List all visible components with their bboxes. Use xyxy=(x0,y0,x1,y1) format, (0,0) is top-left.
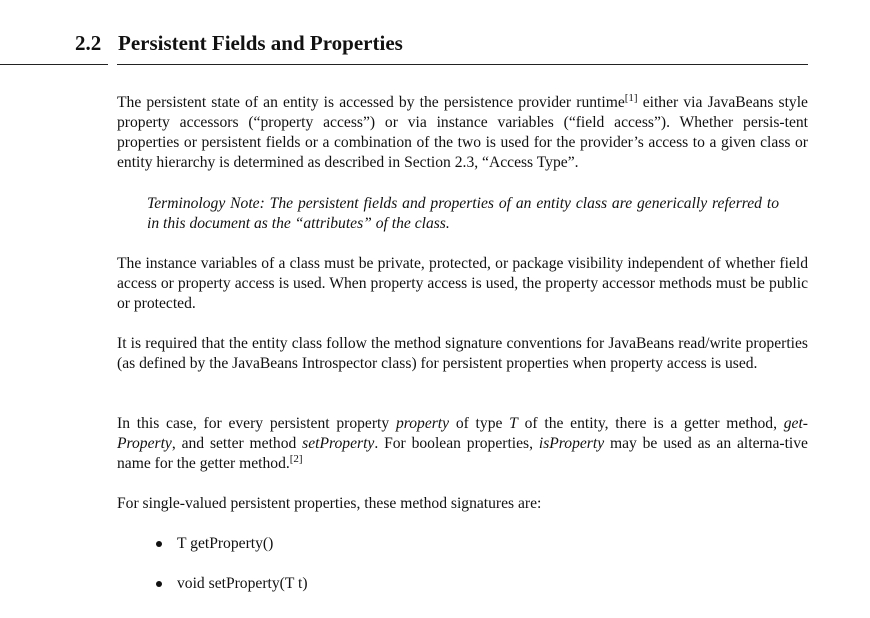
footnote-ref-2[interactable]: [2] xyxy=(289,453,303,465)
italic-term: property xyxy=(395,415,450,432)
paragraph-text: . For boolean properties, xyxy=(374,435,539,452)
bullet-icon xyxy=(156,581,162,587)
list-item-text: T getProperty() xyxy=(177,535,274,552)
heading-rule-left xyxy=(0,64,108,65)
paragraph-text: may be used as an alterna-tive name for the getter method. xyxy=(117,435,808,472)
list-item-text: void setProperty(T t) xyxy=(177,575,308,592)
paragraph-single-valued: For single-valued persistent properties, these method signatures are: xyxy=(117,495,542,512)
paragraph-text: , and setter method xyxy=(171,435,303,452)
paragraph-persistent-state xyxy=(117,93,808,173)
paragraph-text: The persistent state of an entity is accessed by the persistence provider runtime xyxy=(117,94,625,111)
paragraph-method-signature: It is required that the entity class follow the method signature conventions for JavaBeans read/write properties (as defined by the JavaBeans Introspector class) for persistent properties when property access is used. xyxy=(117,335,808,372)
section-number: 2.2 xyxy=(75,31,102,55)
italic-term: setProperty xyxy=(302,435,375,452)
paragraph-instance-variables: The instance variables of a class must be private, protected, or package visibility independent of whether field access or property access is used. When property access is used, the property accessor methods must be public or protected. xyxy=(117,255,808,312)
section-title: Persistent Fields and Properties xyxy=(118,31,403,55)
footnote-ref-1[interactable]: [1] xyxy=(624,92,638,104)
heading-rule-right xyxy=(117,64,808,65)
paragraph-text: of type xyxy=(449,415,510,432)
paragraph-text: In this case, for every persistent property xyxy=(117,415,396,432)
paragraph-text: either via JavaBeans style property accessors (“property access”) or via instance variables (“field access”). Whether persis-tent properties or persistent fields or a combination of the two is used for the provider’s access to a given class or entity hierarchy is determined as described in Section 2.3, “Access Type”. xyxy=(117,94,808,171)
italic-term: isProperty xyxy=(538,435,605,452)
italic-term: get-Property xyxy=(117,415,808,452)
paragraph-text: of the entity, there is a getter method, xyxy=(517,415,784,432)
paragraph-getter-setter xyxy=(117,414,808,474)
bullet-icon xyxy=(156,541,162,547)
terminology-note: Terminology Note: The persistent fields and properties of an entity class are generically referred to in this document as the “attributes” of the class. xyxy=(147,195,779,232)
italic-term: T xyxy=(509,415,518,432)
